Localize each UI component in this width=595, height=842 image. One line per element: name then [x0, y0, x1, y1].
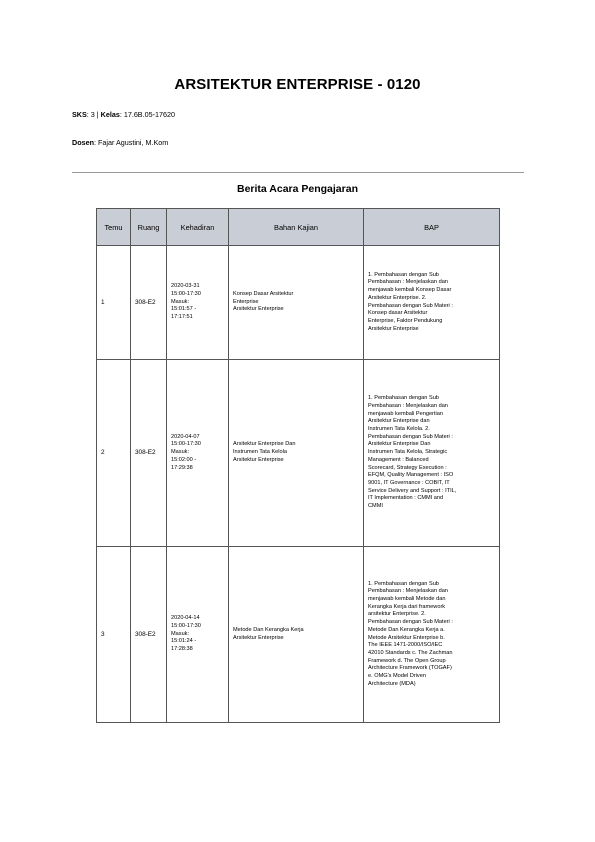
dosen-value: : Fajar Agustini, M.Kom — [93, 138, 169, 147]
cell-bap-line: Arsitektur Enterprise. 2. — [368, 294, 427, 301]
page-title: ARSITEKTUR ENTERPRISE - 0120 — [174, 76, 421, 93]
cell-temu: 1 — [97, 246, 131, 360]
cell-bap-line: arsitektur Enterprise. 2. — [368, 611, 426, 618]
cell-bap-line: Instrumen Tata Kelola. 2. — [368, 426, 430, 433]
cell-bap-line: menjawab kembali Pengertian — [368, 410, 443, 417]
cell-bap-line: CMMI — [368, 503, 383, 510]
dosen-label: Dosen — [72, 138, 94, 147]
cell-temu: 2 — [97, 360, 131, 547]
cell-kehadiran-line: 15:00-17:30 — [171, 290, 201, 297]
cell-bap — [364, 360, 500, 547]
cell-kehadiran-line: 17:29:38 — [171, 464, 193, 471]
cell-kehadiran-line: 17:17:51 — [171, 314, 193, 321]
cell-bap-line: 1. Pembahasan dengan Sub — [368, 271, 439, 278]
cell-bahan-kajian — [229, 246, 364, 360]
cell-temu: 3 — [97, 547, 131, 723]
cell-bahan-kajian — [229, 547, 364, 723]
cell-bap-line: 42010 Standards c. The Zachman — [368, 649, 453, 656]
cell-bap-line: Pembahasan dengan Sub Materi : — [368, 302, 453, 309]
cell-bap-line: Framework d. The Open Group — [368, 657, 446, 664]
cell-ruang: 308-E2 — [131, 547, 167, 723]
cell-bahan-kajian-line: Metode Dan Kerangka Kerja — [233, 626, 304, 633]
sks-label: SKS — [72, 110, 87, 119]
cell-bap — [364, 246, 500, 360]
cell-bap-line: 1. Pembahasan dengan Sub — [368, 395, 439, 402]
cell-bap-line: Pembahasan dengan Sub Materi : — [368, 433, 453, 440]
table-row — [97, 246, 500, 360]
header-bahan-kajian: Bahan Kajian — [229, 209, 364, 246]
table-row — [97, 360, 500, 547]
cell-bahan-kajian-line: Arsitektur Enterprise — [233, 456, 284, 463]
cell-kehadiran-line: 15:02:00 - — [171, 456, 197, 463]
cell-bahan-kajian-line: Enterprise — [233, 298, 259, 305]
cell-kehadiran-line: Masuk: — [171, 298, 190, 305]
cell-bap-line: Arsitektur Enterprise dan — [368, 418, 430, 425]
header-ruang: Ruang — [131, 209, 167, 246]
cell-bap-line: Arsitektur Enterprise Dan — [368, 441, 431, 448]
cell-bap-line: menjawab kembali Konsep Dasar — [368, 287, 452, 294]
header-bap: BAP — [364, 209, 500, 246]
section-title: Berita Acara Pengajaran — [236, 183, 358, 195]
cell-bahan-kajian-line: Konsep Dasar Arsitektur — [233, 290, 294, 297]
cell-kehadiran-line: 17:28:38 — [171, 646, 193, 653]
cell-bap-line: Architecture Framework (TOGAF) — [368, 665, 452, 672]
cell-bap-line: Pembahasan : Menjelaskan dan — [368, 402, 448, 409]
cell-kehadiran-line: Masuk: — [171, 449, 190, 456]
cell-bahan-kajian-line: Arsitektur Enterprise — [233, 634, 284, 641]
cell-bap-line: 9001, IT Governance : COBIT, IT — [368, 479, 450, 486]
cell-bap-line: e. OMG's Model Driven — [368, 673, 426, 680]
cell-bap-line: Enterprise, Faktor Pendukung — [368, 317, 443, 324]
cell-kehadiran-line: 15:00-17:30 — [171, 622, 201, 629]
kelas-label: Kelas — [100, 110, 120, 119]
kelas-value: : 17.6B.05-17620 — [119, 110, 175, 119]
cell-bap-line: Metode Dan Kerangka Kerja a. — [368, 626, 445, 633]
cell-kehadiran-line: 15:01:24 - — [171, 638, 197, 645]
cell-bap-line: Arsitektur Enterprise — [368, 325, 419, 332]
table-row — [97, 547, 500, 723]
dosen-line — [72, 138, 168, 147]
cell-kehadiran-line: 2020-03-31 — [171, 283, 200, 290]
cell-kehadiran-line: 2020-04-14 — [171, 615, 200, 622]
cell-bap-line: Architecture (MDA) — [368, 680, 416, 687]
cell-bap-line: The IEEE 1471-2000/ISO/IEC — [368, 642, 443, 649]
cell-kehadiran-line: 15:00-17:30 — [171, 441, 201, 448]
table-header-row — [97, 209, 500, 246]
cell-bap-line: menjawab kembali Metode dan — [368, 595, 446, 602]
cell-bap-line: Service Delivery and Support : ITIL, — [368, 487, 457, 494]
cell-kehadiran — [167, 246, 229, 360]
bap-table — [96, 208, 500, 723]
cell-kehadiran — [167, 547, 229, 723]
cell-bap-line: Scorecard, Strategy Execution : — [368, 464, 447, 471]
sks-value: : 3 | — [86, 110, 99, 119]
cell-kehadiran-line: 2020-04-07 — [171, 433, 200, 440]
cell-bap-line: Management : Balanced — [368, 456, 429, 463]
cell-bap-line: Kerangka Kerja dari framework — [368, 603, 446, 610]
cell-kehadiran — [167, 360, 229, 547]
cell-bap — [364, 547, 500, 723]
cell-bap-line: Metode Arsitektur Enterprise b. — [368, 634, 445, 641]
cell-bahan-kajian-line: Instrumen Tata Kelola — [233, 449, 288, 456]
sks-kelas-line — [72, 110, 175, 119]
cell-bap-line: Pembahasan dengan Sub Materi : — [368, 619, 453, 626]
cell-bahan-kajian-line: Arsitektur Enterprise Dan — [233, 441, 296, 448]
cell-ruang: 308-E2 — [131, 246, 167, 360]
cell-kehadiran-line: Masuk: — [171, 630, 190, 637]
cell-bap-line: IT Implementation : CMMI and — [368, 495, 444, 502]
cell-bap-line: Pembahasan : Menjelaskan dan — [368, 588, 448, 595]
cell-bahan-kajian-line: Arsitektur Enterprise — [233, 306, 284, 313]
cell-bap-line: Pembahasan : Menjelaskan dan — [368, 279, 448, 286]
cell-ruang: 308-E2 — [131, 360, 167, 547]
header-kehadiran: Kehadiran — [167, 209, 229, 246]
cell-bap-line: Instrumen Tata Kelola, Strategic — [368, 449, 448, 456]
cell-bahan-kajian — [229, 360, 364, 547]
cell-bap-line: 1. Pembahasan dengan Sub — [368, 580, 439, 587]
header-temu: Temu — [97, 209, 131, 246]
cell-bap-line: EFQM, Quality Management : ISO — [368, 472, 454, 479]
cell-bap-line: Konsep dasar Arsitektur — [368, 310, 428, 317]
cell-kehadiran-line: 15:01:57 - — [171, 306, 197, 313]
divider — [72, 172, 524, 173]
